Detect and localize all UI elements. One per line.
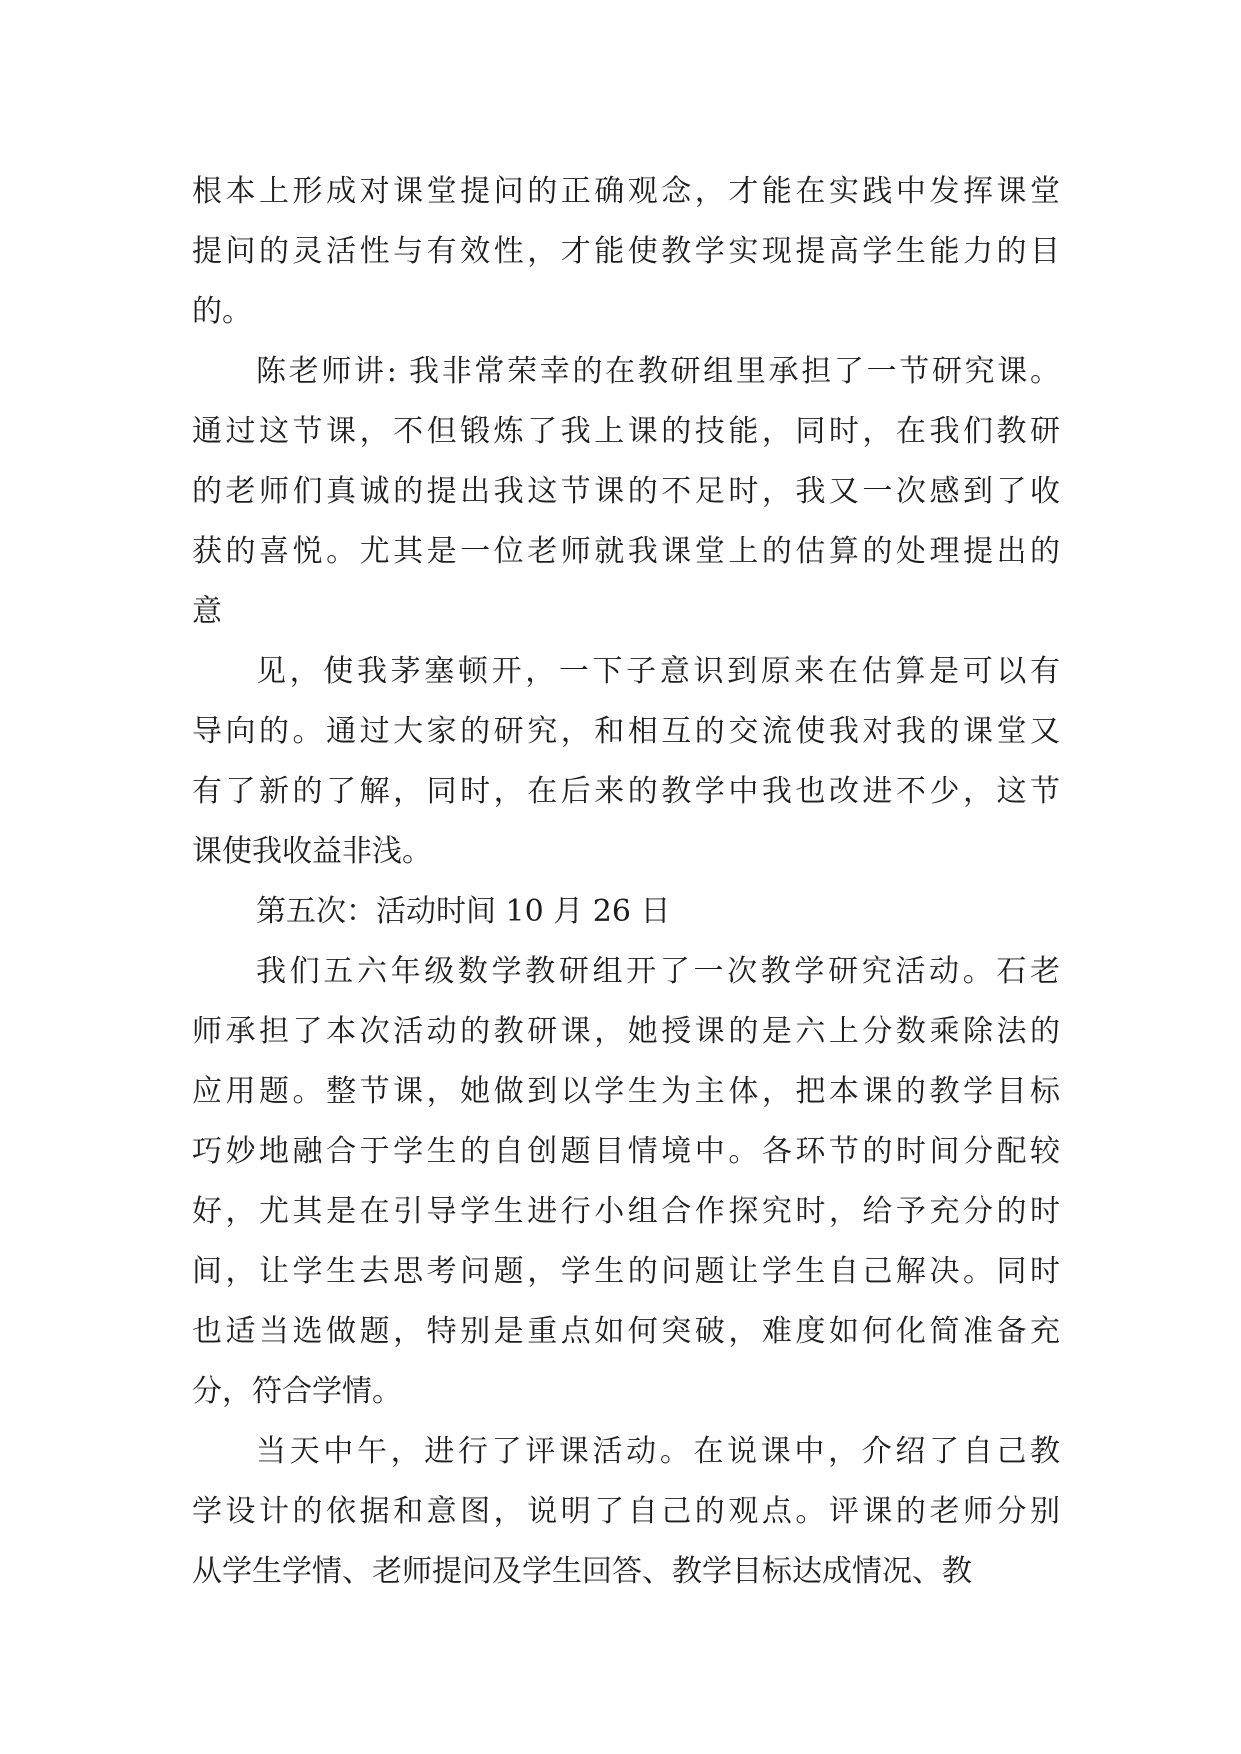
text-line: 见，使我茅塞顿开，一下子意识到原来在估算是可以有 [256,654,1060,689]
text-line: 也适当选做题，特别是重点如何突破，难度如何化简准备充 [192,1314,1060,1349]
text-line: 师承担了本次活动的教研课，她授课的是六上分数乘除法的 [192,1014,1060,1049]
paragraph [192,882,1060,942]
text-line: 学设计的依据和意图，说明了自己的观点。评课的老师分别 [192,1494,1060,1529]
text-line: 获的喜悦。尤其是一位老师就我课堂上的估算的处理提出的 [192,534,1060,569]
text-line: 巧妙地融合于学生的自创题目情境中。各环节的时间分配较 [192,1134,1060,1169]
text-line: 有了新的了解，同时，在后来的教学中我也改进不少，这节 [192,774,1060,809]
text-line: 导向的。通过大家的研究，和相互的交流使我对我的课堂又 [192,714,1060,749]
text-line: 第五次：活动时间 10 月 26 日 [256,894,671,929]
document-body [192,162,1060,1602]
text-line: 意 [192,594,222,629]
text-line: 当天中午，进行了评课活动。在说课中，介绍了自己教 [256,1434,1060,1469]
text-line: 根本上形成对课堂提问的正确观念，才能在实践中发挥课堂 [192,174,1060,209]
text-line: 通过这节课，不但锻炼了我上课的技能，同时，在我们教研 [192,414,1060,449]
paragraph [192,1422,1060,1602]
text-line: 好，尤其是在引导学生进行小组合作探究时，给予充分的时 [192,1194,1060,1229]
paragraph [192,162,1060,342]
text-line: 间，让学生去思考问题，学生的问题让学生自己解决。同时 [192,1254,1060,1289]
paragraph [192,942,1060,1422]
text-line: 分，符合学情。 [192,1374,402,1409]
text-line: 课使我收益非浅。 [192,834,432,869]
text-line: 的老师们真诚的提出我这节课的不足时，我又一次感到了收 [192,474,1060,509]
paragraph [192,342,1060,642]
text-line: 从学生学情、老师提问及学生回答、教学目标达成情况、教 [192,1554,972,1589]
text-line: 应用题。整节课，她做到以学生为主体，把本课的教学目标 [192,1074,1060,1109]
text-line: 提问的灵活性与有效性，才能使教学实现提高学生能力的目 [192,234,1060,269]
text-line: 我们五六年级数学教研组开了一次教学研究活动。石老 [256,954,1060,989]
text-line: 陈老师讲: 我非常荣幸的在教研组里承担了一节研究课。 [256,354,1060,389]
text-line: 的。 [192,294,252,329]
paragraph [192,642,1060,882]
